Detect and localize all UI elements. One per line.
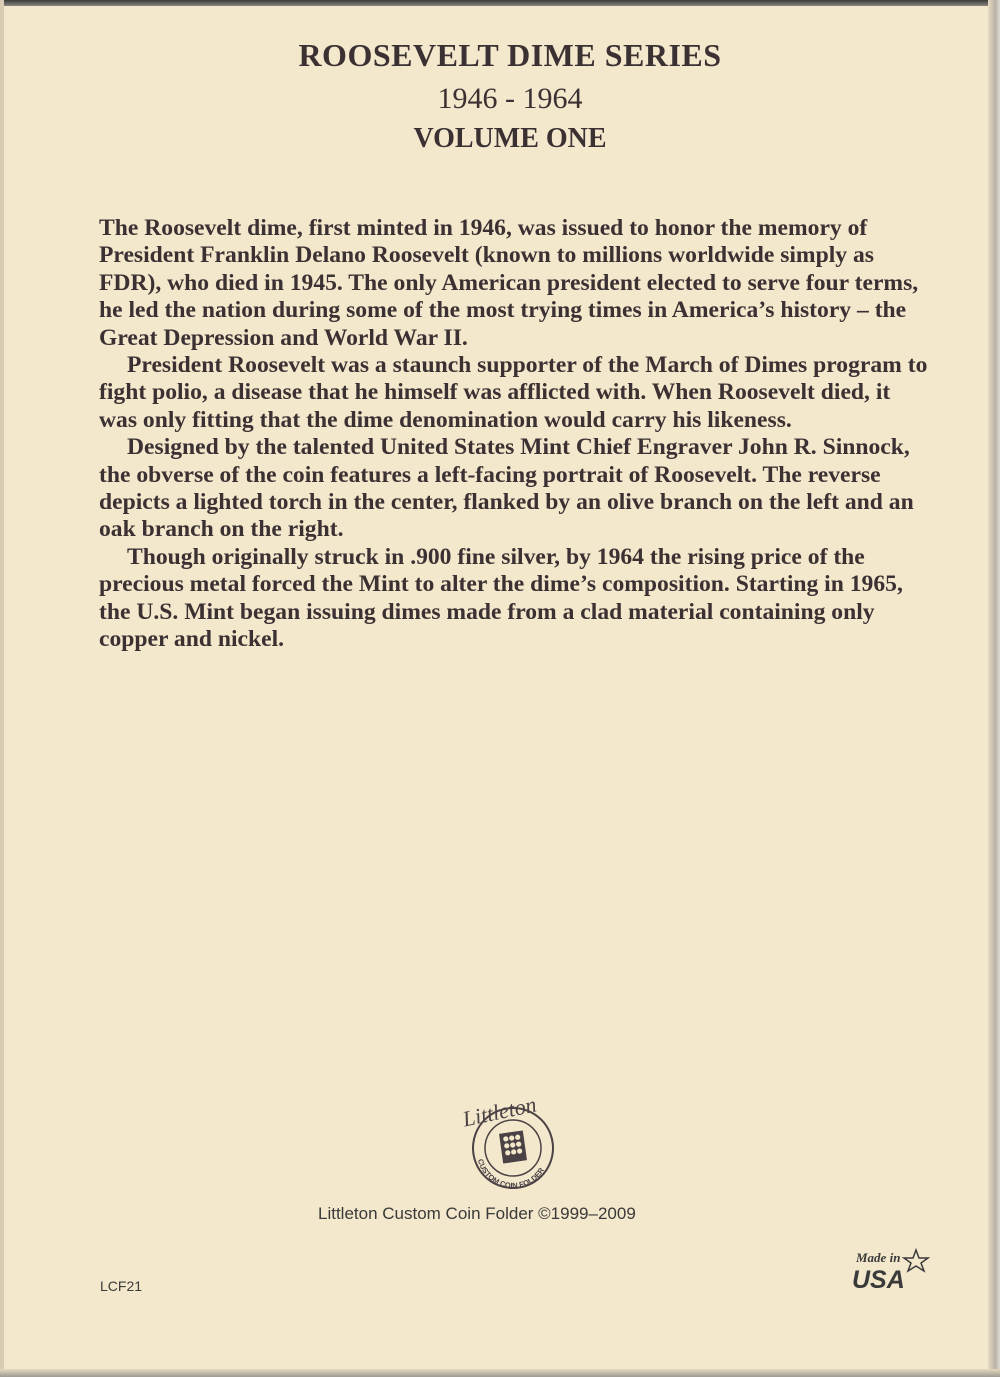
paragraph-composition: Though originally struck in .900 fine silver, by 1964 the rising price of the precious metal forced the Mint to alter the dime’s composition. Starting in 1965, the U.S. Mint began issuing dimes made from a clad material containing only copper and nickel. [99, 543, 903, 653]
left-edge [0, 0, 4, 1377]
littleton-logo-icon [455, 1092, 565, 1192]
logo-script-text: Littleton [460, 1092, 539, 1132]
paragraph-design: Designed by the talented United States Mint Chief Engraver John R. Sinnock, the obverse of the coin features a left-facing portrait of Roosevelt. The reverse depicts a lighted torch in the center, flanked by an olive branch on the left and an oak branch on the right. [99, 434, 914, 543]
bottom-edge [0, 1369, 1000, 1377]
made-in-usa-badge-icon [850, 1246, 930, 1294]
header [0, 34, 1000, 158]
logo-ring-text: CUSTOM COIN FOLDER [475, 1157, 547, 1191]
paragraph-intro: The Roosevelt dime, first minted in 1946, was issued to honor the memory of President Franklin Delano Roosevelt (known to millions worldwide simply as FDR), who died in 1945. The only American president elected to serve four terms, he led the nation during some of the most trying times in America’s history – the Great Depression and World War II. [99, 215, 919, 351]
right-edge [988, 0, 1000, 1377]
product-code: LCF21 [100, 1278, 143, 1294]
top-edge [0, 0, 1000, 6]
series-years: 1946 - 1964 [437, 82, 583, 115]
paragraph-march-of-dimes: President Roosevelt was a staunch supporter of the March of Dimes program to fight polio, a disease that he himself was afflicted with. When Roosevelt died, it was only fitting that the dime denomination would carry his likeness. [99, 352, 928, 433]
series-title: ROOSEVELT DIME SERIES [298, 37, 722, 73]
volume-label: VOLUME ONE [413, 123, 607, 154]
made-in-text: Made in [856, 1250, 901, 1265]
svg-text:CUSTOM COIN FOLDER [476, 1158, 546, 1190]
copyright-line: Littleton Custom Coin Folder ©1999–2009 [318, 1204, 636, 1223]
usa-text: USA [852, 1266, 905, 1294]
description [99, 215, 929, 654]
